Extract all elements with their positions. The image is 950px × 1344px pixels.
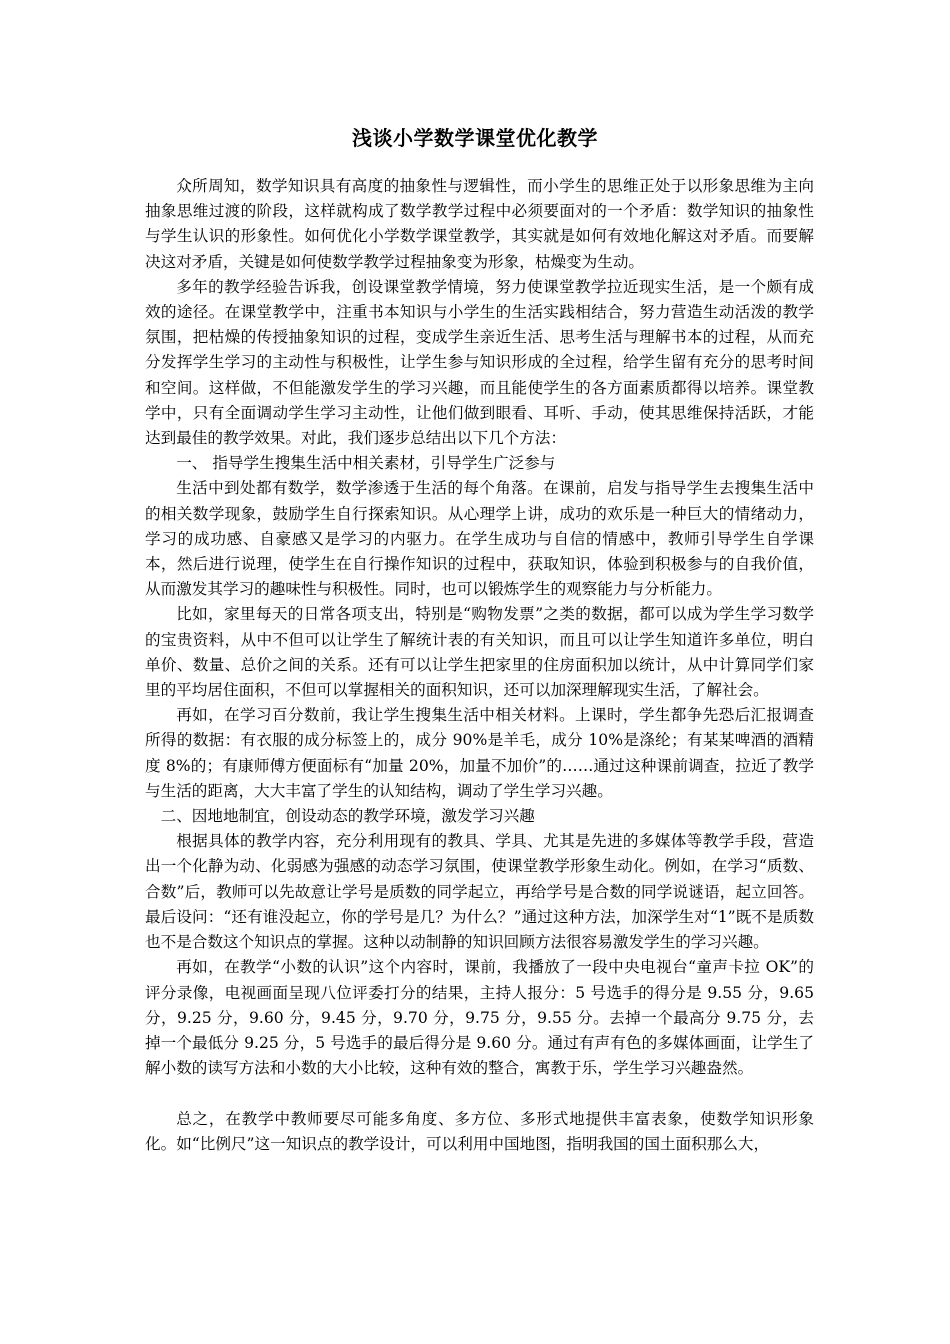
blank-line: [145, 1081, 814, 1106]
section-heading: 二、因地地制宜，创设动态的教学环境，激发学习兴趣: [160, 807, 535, 826]
paragraph: 众所周知，数学知识具有高度的抽象性与逻辑性，而小学生的思维正处于以形象思维为主向抽象思维过渡的阶段，这样就构成了数学教学过程中必须要面对的一个矛盾：数学知识的抽象性与学生认识的形象性。如何优化小学数学课堂教学，其实就是如何有效地化解这对矛盾。而要解决这对矛盾，关键是如何使数学教学过程抽象变为形象，枯燥变为生动。: [145, 177, 814, 271]
document-title: 浅谈小学数学课堂优化教学: [352, 126, 598, 150]
paragraph: 再如，在教学“小数的认识”这个内容时，课前，我播放了一段中央电视台“童声卡拉 OK”的评分录像，电视画面呈现八位评委打分的结果，主持人报分：5 号选手的得分是 9.55 分，9.65 分，9.25 分，9.60 分，9.45 分，9.70 分，9.75 分，9.55 分。去掉一个最高分 9.75 分，去掉一个最低分 9.25 分，5 号选手的最后得分是 9.60 分。通过有声有色的多媒体画面，让学生了解小数的读写方法和小数的大小比较，这种有效的整合，寓教于乐，学生学习兴趣盎然。: [145, 958, 814, 1078]
paragraph: 比如，家里每天的日常各项支出，特别是“购物发票”之类的数据，都可以成为学生学习数学的宝贵资料，从中不但可以让学生了解统计表的有关知识，而且可以让学生知道许多单位，明白单价、数量、总价之间的关系。还有可以让学生把家里的住房面积加以统计，从中计算同学们家里的平均居住面积，不但可以掌握相关的面积知识，还可以加深理解现实生活，了解社会。: [145, 605, 814, 700]
paragraph: 根据具体的教学内容，充分利用现有的教具、学具、尤其是先进的多媒体等教学手段，营造出一个化静为动、化弱感为强感的动态学习氛围，使课堂教学形象生动化。例如，在学习“质数、合数”后，教师可以先故意让学号是质数的同学起立，再给学号是合数的同学说谜语，起立回答。最后设问：“还有谁没起立，你的学号是几？为什么？”通过这种方法，加深学生对“1”既不是质数也不是合数这个知识点的掌握。这种以动制静的知识回顾方法很容易激发学生的学习兴趣。: [145, 832, 814, 952]
paragraph: 多年的教学经验告诉我，创设课堂教学情境，努力使课堂教学拉近现实生活，是一个颇有成效的途径。在课堂教学中，注重书本知识与小学生的生活实践相结合，努力营造生动活泼的教学氛围，把枯燥的传授抽象知识的过程，变成学生亲近生活、思考生活与理解书本的过程，从而充分发挥学生学习的主动性与积极性，让学生参与知识形成的全过程，给学生留有充分的思考时间和空间。这样做，不但能激发学生的学习兴趣，而且能使学生的各方面素质都得以培养。课堂教学中，只有全面调动学生学习主动性，让他们做到眼看、耳听、手动，使其思维保持活跃，才能达到最佳的教学效果。对此，我们逐步总结出以下几个方法：: [145, 277, 814, 448]
paragraph: 生活中到处都有数学，数学渗透于生活的每个角落。在课前，启发与指导学生去搜集生活中的相关数学现象，鼓励学生自行探索知识。从心理学上讲，成功的欢乐是一种巨大的情绪动力，学习的成功感、自豪感又是学习的内驱力。在学生成功与自信的情感中，教师引导学生自学课本，然后进行说理，使学生在自行操作知识的过程中，获取知识，体验到积极参与的自我价值，从而激发其学习的趣味性与积极性。同时，也可以锻炼学生的观察能力与分析能力。: [145, 479, 814, 599]
paragraph: 总之，在教学中教师要尽可能多角度、多方位、多形式地提供丰富表象，使数学知识形象化。如“比例尺”这一知识点的教学设计，可以利用中国地图，指明我国的国土面积那么大，: [145, 1109, 814, 1153]
paragraph: 再如，在学习百分数前，我让学生搜集生活中相关材料。上课时，学生都争先恐后汇报调查所得的数据：有衣服的成分标签上的，成分 90%是羊毛，成分 10%是涤纶；有某某啤酒的酒精度 8%的；有康师傅方便面标有“加量 20%，加量不加价”的……通过这种课前调查，拉近了教学与生活的距离，大大丰富了学生的认知结构，调动了学生学习兴趣。: [145, 706, 814, 800]
document-body: [145, 174, 814, 1157]
section-heading: 一、 指导学生搜集生活中相关素材，引导学生广泛参与: [176, 454, 556, 473]
